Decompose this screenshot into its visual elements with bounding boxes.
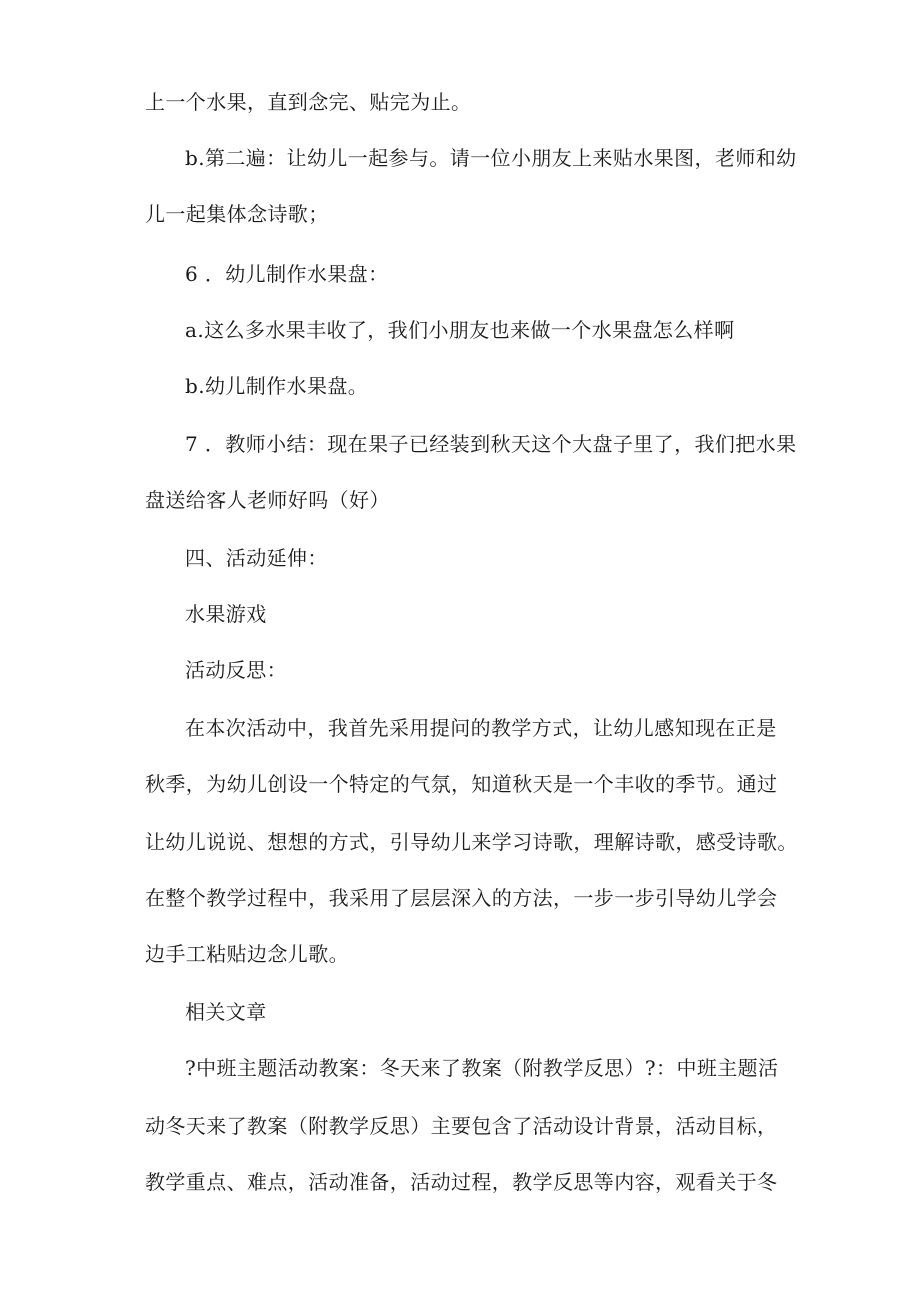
text-line: 6 ．幼儿制作水果盘：: [185, 262, 389, 286]
text-line: a.这么多水果丰收了，我们小朋友也来做一个水果盘怎么样啊: [185, 318, 735, 342]
text-line: b.第二遍：让幼儿一起参与。请一位小朋友上来贴水果图，老师和幼: [185, 146, 797, 170]
text-line: 动冬天来了教案（附教学反思）主要包含了活动设计背景，活动目标，: [145, 1114, 778, 1138]
text-line: 在本次活动中，我首先采用提问的教学方式，让幼儿感知现在正是: [185, 716, 777, 740]
text-line: 教学重点、难点，活动准备，活动过程，教学反思等内容，观看关于冬: [145, 1170, 778, 1194]
related-article-link[interactable]: ?中班主题活动教案：冬天来了教案（附教学反思）?：中班主题活: [185, 1056, 779, 1080]
text-line: 水果游戏: [185, 602, 267, 626]
text-line: 7 ．教师小结：现在果子已经装到秋天这个大盘子里了，我们把水果: [185, 432, 797, 456]
section-heading: 活动反思：: [185, 658, 287, 682]
section-heading: 相关文章: [185, 1000, 267, 1024]
text-line: 儿一起集体念诗歌；: [145, 202, 329, 226]
section-heading: 四、活动延伸：: [185, 546, 328, 570]
text-line: 让幼儿说说、想想的方式，引导幼儿来学习诗歌，理解诗歌，感受诗歌。: [145, 830, 798, 854]
text-line: 秋季，为幼儿创设一个特定的气氛，知道秋天是一个丰收的季节。通过: [145, 772, 778, 796]
text-line: 在整个教学过程中，我采用了层层深入的方法，一步一步引导幼儿学会: [145, 886, 778, 910]
text-line: b.幼儿制作水果盘。: [185, 374, 369, 398]
text-line: 盘送给客人老师好吗（好）: [145, 488, 390, 512]
text-line: 上一个水果，直到念完、贴完为止。: [145, 90, 472, 114]
text-line: 边手工粘贴边念儿歌。: [145, 942, 349, 966]
